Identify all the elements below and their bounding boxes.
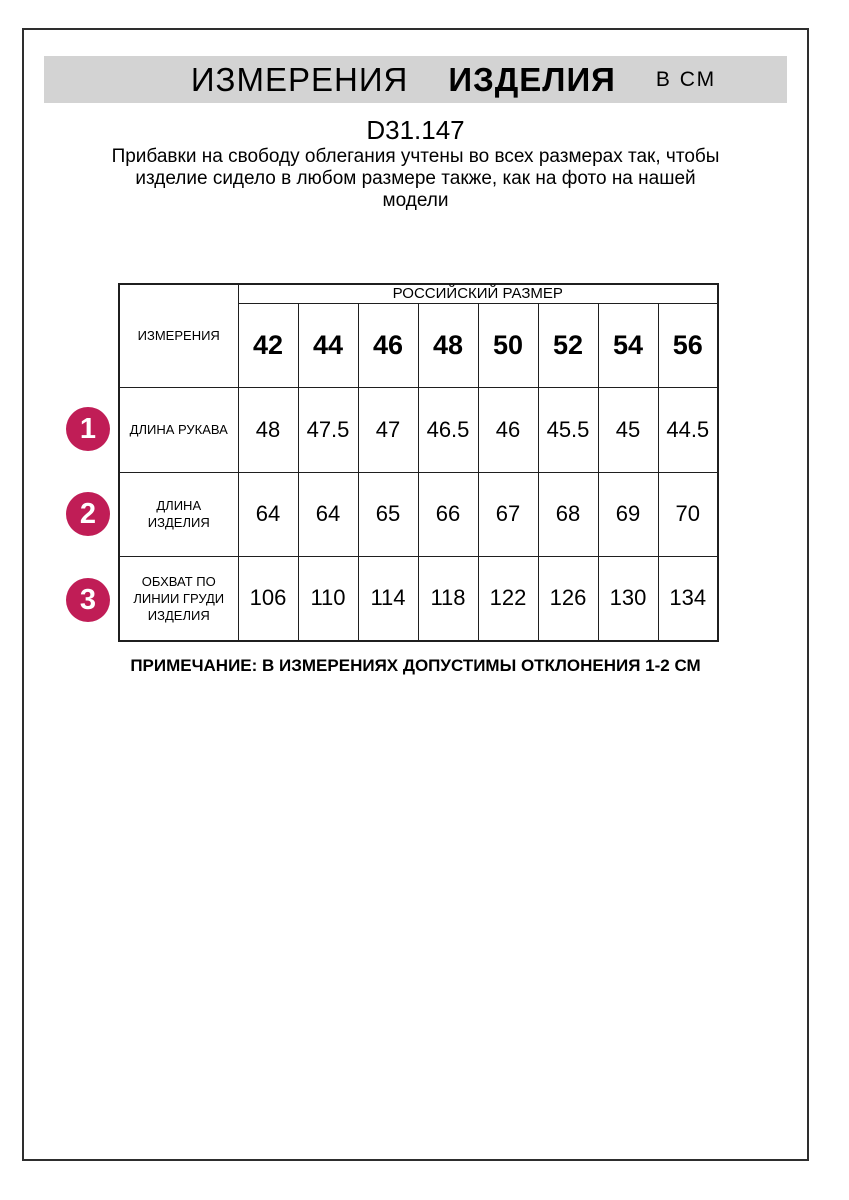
fit-description: [22, 146, 809, 212]
measurement-label-cell: ДЛИНА ИЗДЕЛИЯ: [119, 472, 238, 556]
table-corner-header: ИЗМЕРЕНИЯ: [119, 284, 238, 387]
size-column-header: 46: [358, 303, 418, 387]
measurement-value-cell: 106: [238, 556, 298, 641]
measurement-value-cell: 48: [238, 387, 298, 472]
title-measurements-label: ИЗМЕРЕНИЯ: [190, 60, 409, 98]
measurement-value-cell: 45.5: [538, 387, 598, 472]
size-column-header: 48: [418, 303, 478, 387]
measurement-label-cell: ДЛИНА РУКАВА: [119, 387, 238, 472]
measurement-value-cell: 66: [418, 472, 478, 556]
row-number-badge-3: 3: [66, 578, 110, 622]
row-number-badge-2: 2: [66, 492, 110, 536]
fit-description-line: модели: [382, 190, 449, 211]
measurement-value-cell: 114: [358, 556, 418, 641]
table-row: [119, 556, 718, 641]
size-column-header: 56: [658, 303, 718, 387]
size-column-header: 54: [598, 303, 658, 387]
table-body: [119, 387, 718, 641]
measurement-value-cell: 134: [658, 556, 718, 641]
measurement-value-cell: 45: [598, 387, 658, 472]
fit-description-line: изделие сидело в любом размере также, как на фото на нашей: [135, 168, 696, 189]
size-column-header: 52: [538, 303, 598, 387]
fit-description-line: Прибавки на свободу облегания учтены во всех размерах так, чтобы: [111, 146, 720, 167]
measurement-label-cell: ОБХВАТ ПО ЛИНИИ ГРУДИ ИЗДЕЛИЯ: [119, 556, 238, 641]
measurement-value-cell: 118: [418, 556, 478, 641]
row-number-badge-1: 1: [66, 407, 110, 451]
measurement-value-cell: 110: [298, 556, 358, 641]
product-code: D31.147: [366, 115, 465, 145]
measurement-value-cell: 67: [478, 472, 538, 556]
size-column-header: 44: [298, 303, 358, 387]
measurement-value-cell: 126: [538, 556, 598, 641]
measurement-value-cell: 46.5: [418, 387, 478, 472]
measurement-value-cell: 47: [358, 387, 418, 472]
measurement-value-cell: 122: [478, 556, 538, 641]
size-column-header: 42: [238, 303, 298, 387]
russian-size-header: РОССИЙСКИЙ РАЗМЕР: [238, 284, 718, 303]
title-units-label: В СМ: [655, 67, 717, 91]
measurement-value-cell: 69: [598, 472, 658, 556]
measurement-value-cell: 65: [358, 472, 418, 556]
measurements-table: [118, 283, 719, 642]
size-column-header: 50: [478, 303, 538, 387]
table-row: [119, 472, 718, 556]
measurement-value-cell: 64: [238, 472, 298, 556]
measurement-value-cell: 68: [538, 472, 598, 556]
measurement-value-cell: 44.5: [658, 387, 718, 472]
measurement-value-cell: 47.5: [298, 387, 358, 472]
measurement-value-cell: 64: [298, 472, 358, 556]
title-banner: [44, 56, 787, 103]
table-row: [119, 387, 718, 472]
measurement-value-cell: 46: [478, 387, 538, 472]
measurement-value-cell: 70: [658, 472, 718, 556]
measurement-value-cell: 130: [598, 556, 658, 641]
tolerance-note: ПРИМЕЧАНИЕ: В ИЗМЕРЕНИЯХ ДОПУСТИМЫ ОТКЛОНЕНИЯ 1-2 СМ: [130, 656, 701, 675]
title-product-label: ИЗДЕЛИЯ: [448, 60, 616, 98]
